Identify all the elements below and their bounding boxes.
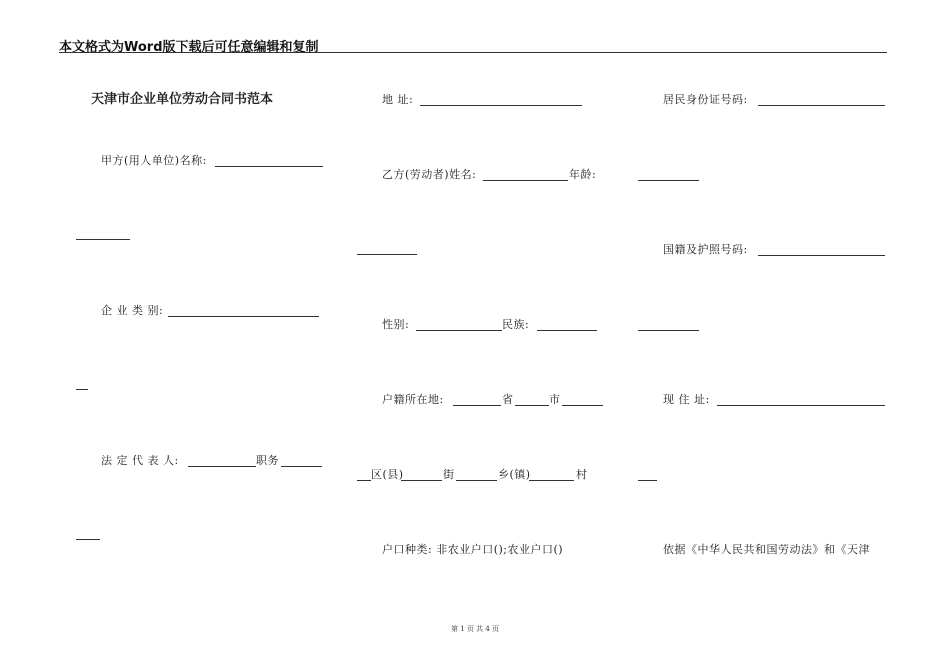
province-field[interactable]	[453, 405, 501, 406]
address-field[interactable]	[420, 105, 582, 106]
village-label: 村	[576, 468, 588, 481]
page-number: 第 1 页 共 4 页	[450, 625, 500, 633]
gender-label: 性别:	[382, 318, 410, 331]
id-number-field-cont[interactable]	[638, 180, 699, 181]
legal-rep-field[interactable]	[188, 466, 256, 467]
basis-text: 依据《中华人民共和国劳动法》和《天津	[663, 543, 870, 556]
document-header: 本文格式为Word版下载后可任意编辑和复制	[59, 40, 319, 55]
age-label: 年龄:	[569, 168, 597, 181]
street-field[interactable]	[401, 480, 442, 481]
province-label: 省	[502, 393, 514, 406]
hukou-location-label: 户籍所在地:	[382, 393, 444, 406]
current-address-field[interactable]	[717, 405, 885, 406]
header-rule	[59, 52, 887, 53]
township-label: 乡(镇)	[498, 468, 531, 481]
nationality-passport-field[interactable]	[758, 255, 885, 256]
street-label: 街	[443, 468, 455, 481]
district-label: 区(县)	[371, 468, 404, 481]
document-title: 天津市企业单位劳动合同书范本	[91, 92, 274, 107]
district-field[interactable]	[357, 480, 371, 481]
current-address-label: 现 住 址:	[663, 393, 710, 406]
employer-name-label: 甲方(用人单位)名称:	[101, 154, 207, 167]
current-address-field-cont[interactable]	[638, 480, 657, 481]
city-field[interactable]	[515, 405, 549, 406]
age-field[interactable]	[357, 254, 417, 255]
position-field[interactable]	[281, 466, 322, 467]
gender-field[interactable]	[416, 330, 502, 331]
enterprise-type-field[interactable]	[168, 316, 319, 317]
employee-name-label: 乙方(劳动者)姓名:	[382, 168, 477, 181]
id-number-field[interactable]	[758, 105, 885, 106]
enterprise-type-label: 企 业 类 别:	[101, 304, 164, 317]
ethnicity-label: 民族:	[502, 318, 530, 331]
city-field-cont[interactable]	[562, 405, 603, 406]
employee-name-field[interactable]	[483, 180, 568, 181]
enterprise-type-field-cont[interactable]	[76, 389, 88, 390]
employer-name-field-cont[interactable]	[76, 239, 130, 240]
id-number-label: 居民身份证号码:	[663, 93, 748, 106]
position-field-cont[interactable]	[76, 539, 100, 540]
ethnicity-field[interactable]	[537, 330, 597, 331]
address-label: 地 址:	[382, 93, 414, 106]
village-field[interactable]	[529, 480, 574, 481]
legal-rep-label: 法 定 代 表 人:	[101, 454, 179, 467]
hukou-type-text: 户口种类: 非农业户口();农业户口()	[382, 543, 564, 556]
nationality-passport-label: 国籍及护照号码:	[663, 243, 748, 256]
township-field[interactable]	[456, 480, 497, 481]
city-label: 市	[549, 393, 561, 406]
employer-name-field[interactable]	[215, 166, 323, 167]
nationality-passport-field-cont[interactable]	[638, 330, 699, 331]
position-label: 职务	[256, 454, 279, 467]
